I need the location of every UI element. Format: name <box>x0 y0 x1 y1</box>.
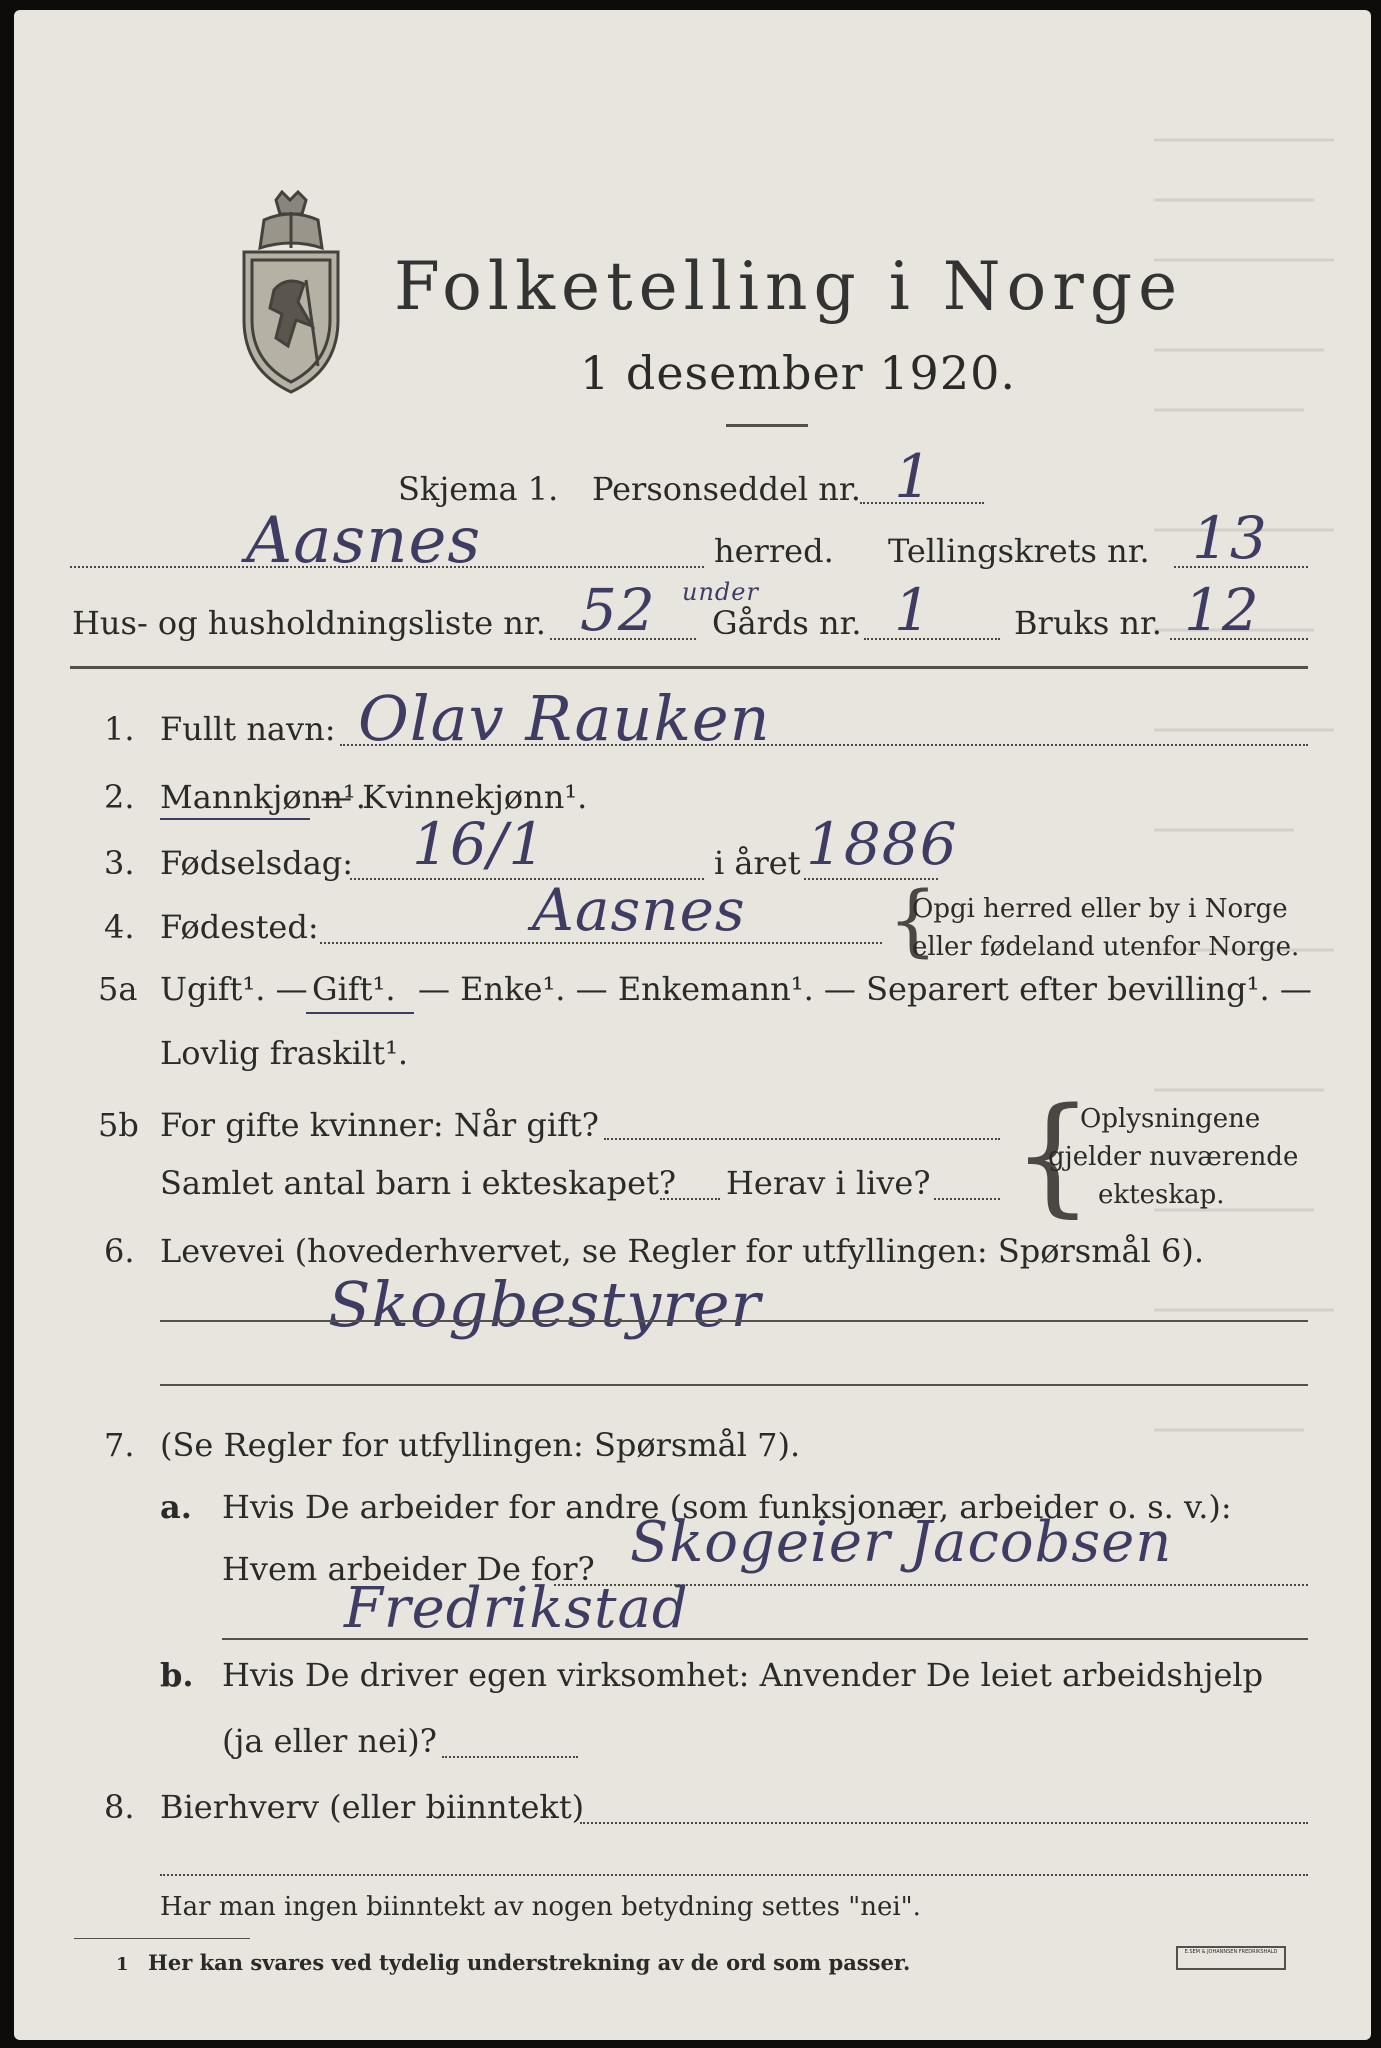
q5b-note-2: gjelder nuværende <box>1048 1142 1299 1172</box>
q8-label: Bierhverv (eller biinntekt) <box>160 1788 585 1826</box>
q7a-sub: Hvem arbeider De for? <box>222 1550 595 1588</box>
tellingskrets-number: 13 <box>1192 504 1268 572</box>
q8-number: 8. <box>104 1788 135 1826</box>
q7a-letter: a. <box>160 1488 192 1526</box>
q7a-label: Hvis De arbeider for andre (som funksjonær, arbeider o. s. v.): <box>222 1488 1232 1526</box>
q1-full-name: Olav Rauken <box>358 682 771 755</box>
q4-note-1: Opgi herred eller by i Norge <box>912 894 1288 924</box>
q5b-note-3: ekteskap. <box>1098 1180 1225 1210</box>
tellingskrets-label: Tellingskrets nr. <box>888 532 1150 570</box>
q6-line-2 <box>160 1384 1308 1386</box>
q7-label: (Se Regler for utfyllingen: Spørsmål 7). <box>160 1426 801 1464</box>
q6-number: 6. <box>104 1232 135 1270</box>
hus-number: 52 <box>580 576 656 644</box>
q5b-note-1: Oplysningene <box>1080 1104 1261 1134</box>
q5b-label-1: For gifte kvinner: Når gift? <box>160 1106 599 1144</box>
q5b-brace: { <box>1012 1081 1094 1230</box>
q1-number: 1. <box>104 710 135 748</box>
q2-male-underline <box>160 818 310 820</box>
q5a-gift-underline <box>306 1012 414 1014</box>
gards-line <box>864 638 1000 640</box>
hus-annotation: under <box>682 578 759 606</box>
herred-name: Aasnes <box>246 504 482 578</box>
q3-label: Fødselsdag: <box>160 844 354 882</box>
q7a-employer-place: Fredrikstad <box>344 1576 689 1641</box>
title-rule <box>726 424 808 427</box>
q3-year: 1886 <box>806 810 958 878</box>
footnote-rule <box>74 1938 250 1939</box>
skjema-label: Skjema 1. <box>398 470 559 508</box>
q2-rest: — Kvinnekjønn¹. <box>320 778 588 816</box>
q7b-line <box>442 1756 578 1758</box>
q3-number: 3. <box>104 844 135 882</box>
coat-of-arms-icon <box>226 190 356 398</box>
census-form-page <box>14 10 1371 2040</box>
q3-birthday: 16/1 <box>412 810 547 878</box>
footnote-text: Her kan svares ved tydelig understrekning av de ord som passer. <box>148 1950 911 1975</box>
q8-note: Har man ingen biinntekt av nogen betydning settes "nei". <box>160 1892 921 1922</box>
page-title: Folketelling i Norge <box>394 248 1184 325</box>
q3-year-label: i året <box>714 844 801 882</box>
header-divider <box>70 666 1308 669</box>
q7b-label: Hvis De driver egen virksomhet: Anvender De leiet arbeidshjelp <box>222 1656 1264 1694</box>
q5a-gift: Gift¹. <box>312 970 396 1008</box>
q1-label: Fullt navn: <box>160 710 336 748</box>
q7a-employer: Skogeier Jacobsen <box>630 1510 1173 1575</box>
q5a-ugift: Ugift¹. — <box>160 970 308 1008</box>
q4-birthplace: Aasnes <box>532 876 746 944</box>
q5a-rest: — Enke¹. — Enkemann¹. — Separert efter bevilling¹. — <box>418 970 1312 1008</box>
q6-label: Levevei (hovederhvervet, se Regler for utfyllingen: Spørsmål 6). <box>160 1232 1205 1270</box>
q2-male: Mannkjønn¹. <box>160 778 366 816</box>
q5a-line2: Lovlig fraskilt¹. <box>160 1034 409 1072</box>
q5b-number: 5b <box>98 1106 139 1144</box>
q4-number: 4. <box>104 908 135 946</box>
q4-label: Fødested: <box>160 908 319 946</box>
q8-line-2 <box>160 1874 1308 1876</box>
q7-number: 7. <box>104 1426 135 1464</box>
q5b-label-2: Samlet antal barn i ekteskapet? <box>160 1164 677 1202</box>
bruks-label: Bruks nr. <box>1014 604 1162 642</box>
q7b-letter: b. <box>160 1656 194 1694</box>
q4-brace: { <box>888 876 938 966</box>
q6-line-1 <box>160 1320 1308 1322</box>
q5b-line-3 <box>934 1198 1000 1200</box>
q5b-line-1 <box>604 1138 1000 1140</box>
personseddel-number: 1 <box>894 442 934 512</box>
bruks-number: 12 <box>1184 576 1260 644</box>
q5b-label-3: Herav i live? <box>726 1164 931 1202</box>
gards-number: 1 <box>894 576 932 644</box>
census-date: 1 desember 1920. <box>580 346 1016 400</box>
q4-note-2: eller fødeland utenfor Norge. <box>912 932 1300 962</box>
q2-number: 2. <box>104 778 135 816</box>
q7b-sub: (ja eller nei)? <box>222 1722 437 1760</box>
footnote-mark: 1 <box>116 1954 129 1975</box>
printer-stamp-text: E.SEM & JOHANNSEN FREDRIKSHALD <box>1184 1949 1278 1955</box>
q5a-number: 5a <box>98 970 138 1008</box>
herred-line <box>70 566 704 568</box>
herred-label: herred. <box>714 532 834 570</box>
printer-stamp <box>1176 1946 1286 1970</box>
gards-label: Gårds nr. <box>712 604 862 642</box>
personseddel-label: Personseddel nr. <box>592 470 861 508</box>
q8-line-1 <box>580 1822 1308 1824</box>
q5b-line-2 <box>660 1198 720 1200</box>
q6-occupation: Skogbestyrer <box>328 1268 762 1341</box>
hus-label: Hus- og husholdningsliste nr. <box>72 604 546 642</box>
